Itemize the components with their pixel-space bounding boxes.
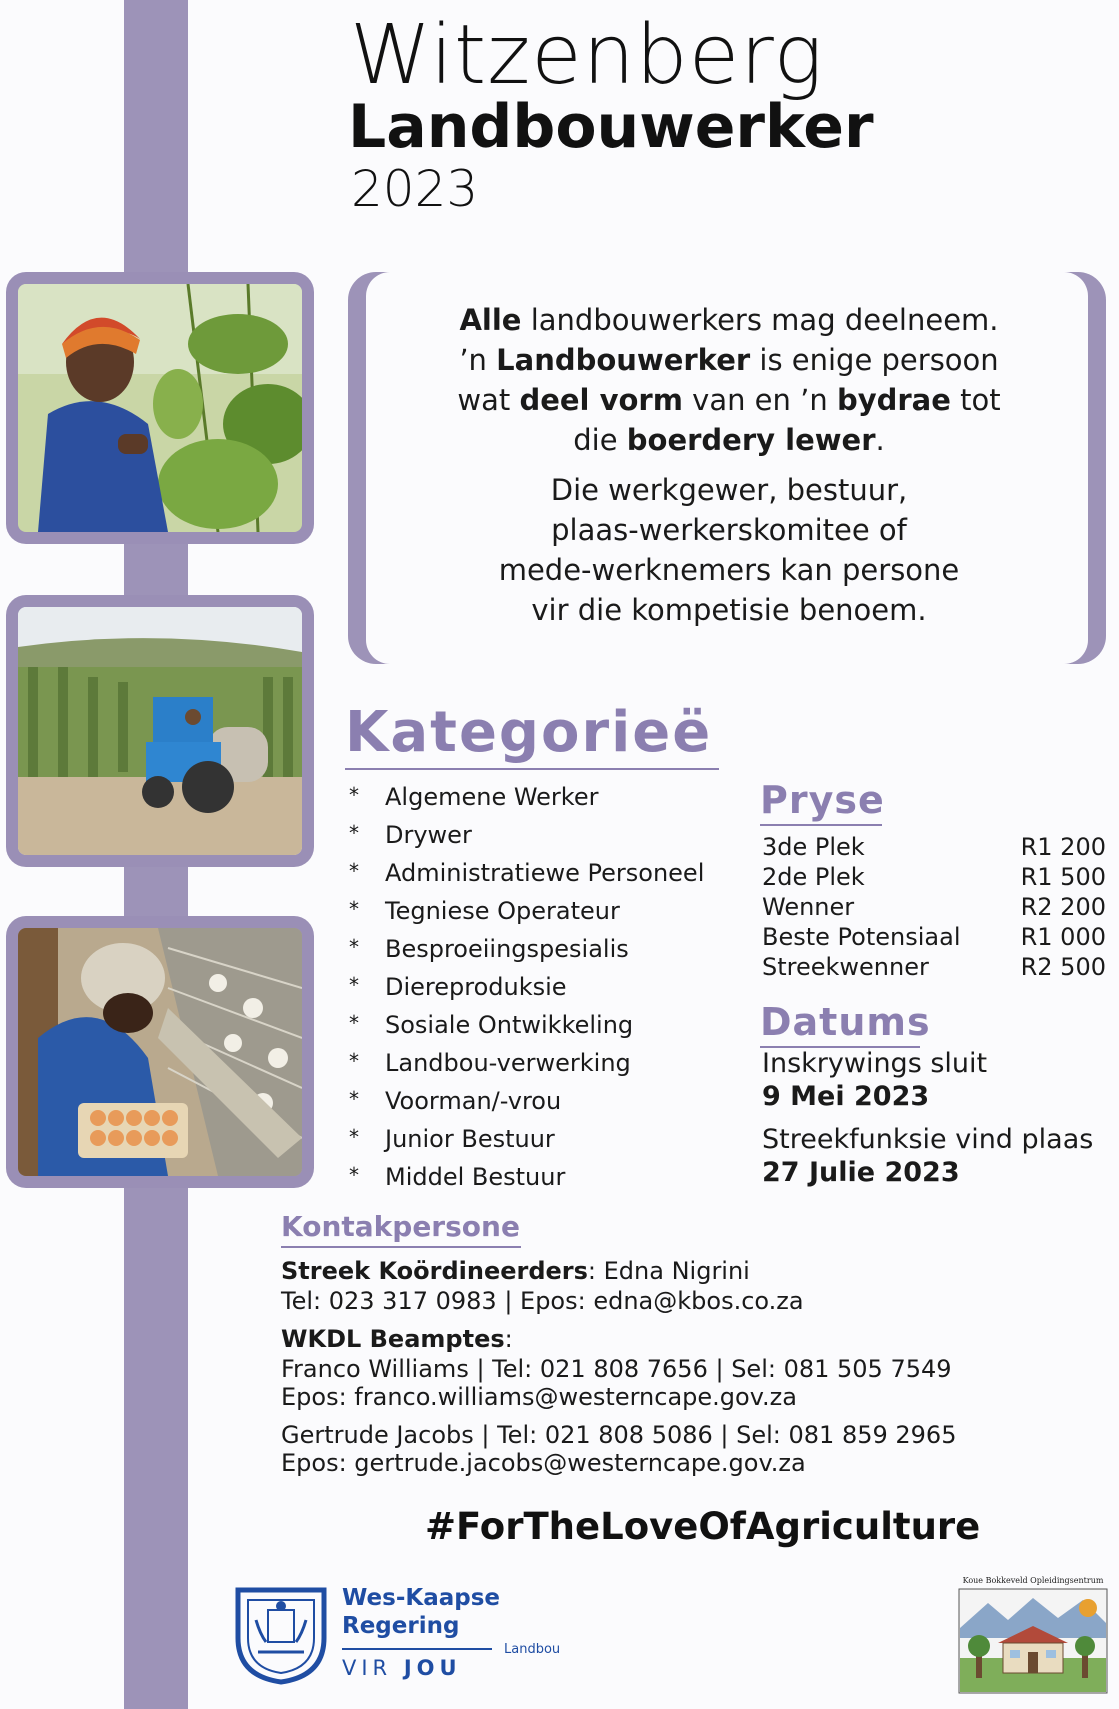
western-cape-government-logo xyxy=(226,1576,566,1686)
contact-franco-phone: Franco Williams | Tel: 021 808 7656 | Sel: 081 505 7549 xyxy=(281,1355,952,1383)
intro-paragraph-nomination: Die werkgewer, bestuur, plaas-werkerskomitee of mede-werknemers kan persone vir die kompetisie benoem. xyxy=(498,473,960,627)
prize-row: 2de Plek R1 500 xyxy=(762,863,1106,891)
intro-text xyxy=(405,300,1053,640)
date-event-label: Streekfunksie vind plaas xyxy=(762,1124,1094,1155)
prize-row: 3de Plek R1 200 xyxy=(762,833,1106,861)
kategorie-item: * Landbou-verwerking xyxy=(345,1044,704,1082)
kategorie-heading: Kategorieë xyxy=(345,700,713,765)
title-landbouwerker: Landbouwerker xyxy=(348,92,874,162)
school-name: Koue Bokkeveld Opleidingsentrum xyxy=(962,1576,1104,1585)
title-year: 2023 xyxy=(351,160,479,218)
prize-row: Beste Potensiaal R1 000 xyxy=(762,923,1106,951)
kontak-underline xyxy=(281,1246,521,1248)
date-close-label: Inskrywings sluit xyxy=(762,1048,988,1079)
pryse-heading: Pryse xyxy=(760,778,885,822)
prize-row: Wenner R2 200 xyxy=(762,893,1106,921)
kategorie-item: * Voorman/-vrou xyxy=(345,1082,704,1120)
kategorie-underline xyxy=(345,768,719,770)
kategorie-item: * Administratiewe Personeel xyxy=(345,854,704,892)
logo-slogan: VIR JOU xyxy=(342,1656,462,1680)
contact-gertrude-phone: Gertrude Jacobs | Tel: 021 808 5086 | Sel: 081 859 2965 xyxy=(281,1421,957,1449)
photo-tractor-orchard xyxy=(6,595,314,867)
intro-bracket-left xyxy=(348,272,396,664)
kategorie-item: * Tegniese Operateur xyxy=(345,892,704,930)
kategorie-item: * Sosiale Ontwikkeling xyxy=(345,1006,704,1044)
hashtag: #ForTheLoveOfAgriculture xyxy=(425,1505,981,1548)
kategorie-list xyxy=(345,778,704,1196)
intro-bracket-right xyxy=(1058,272,1106,664)
pryse-underline xyxy=(760,824,882,826)
school-logo xyxy=(958,1588,1108,1694)
wkdl-label: WKDL Beamptes: xyxy=(281,1325,513,1353)
kategorie-item: * Middel Bestuur xyxy=(345,1158,704,1196)
kontak-heading: Kontakpersone xyxy=(281,1210,520,1243)
photo-egg-collection xyxy=(6,916,314,1188)
logo-department: Landbou xyxy=(504,1642,561,1657)
kategorie-item: * Algemene Werker xyxy=(345,778,704,816)
prize-row: Streekwenner R2 500 xyxy=(762,953,1106,981)
date-event-value: 27 Julie 2023 xyxy=(762,1157,960,1188)
logo-name: Wes-Kaapse Regering xyxy=(342,1585,501,1639)
datums-heading: Datums xyxy=(760,1000,931,1044)
title-witzenberg: Witzenberg xyxy=(350,8,824,103)
coordinator-line: Streek Koördineerders: Edna Nigrini xyxy=(281,1257,750,1285)
photo-farmworker-plants xyxy=(6,272,314,544)
logo-divider xyxy=(342,1648,492,1650)
kategorie-item: * Besproeiingspesialis xyxy=(345,930,704,968)
date-close-value: 9 Mei 2023 xyxy=(762,1081,930,1112)
kategorie-item: * Drywer xyxy=(345,816,704,854)
contact-gertrude-email: Epos: gertrude.jacobs@westerncape.gov.za xyxy=(281,1449,806,1477)
kategorie-item: * Diereproduksie xyxy=(345,968,704,1006)
coat-of-arms-icon xyxy=(226,1576,336,1686)
intro-paragraph-eligibility: Alle landbouwerkers mag deelneem. ’n Landbouwerker is enige persoon wat deel vorm van en ’n bydrae tot die boerdery lewer. xyxy=(457,303,1001,457)
kategorie-item: * Junior Bestuur xyxy=(345,1120,704,1158)
coordinator-contact: Tel: 023 317 0983 | Epos: edna@kbos.co.za xyxy=(281,1287,804,1315)
contact-franco-email: Epos: franco.williams@westerncape.gov.za xyxy=(281,1383,797,1411)
